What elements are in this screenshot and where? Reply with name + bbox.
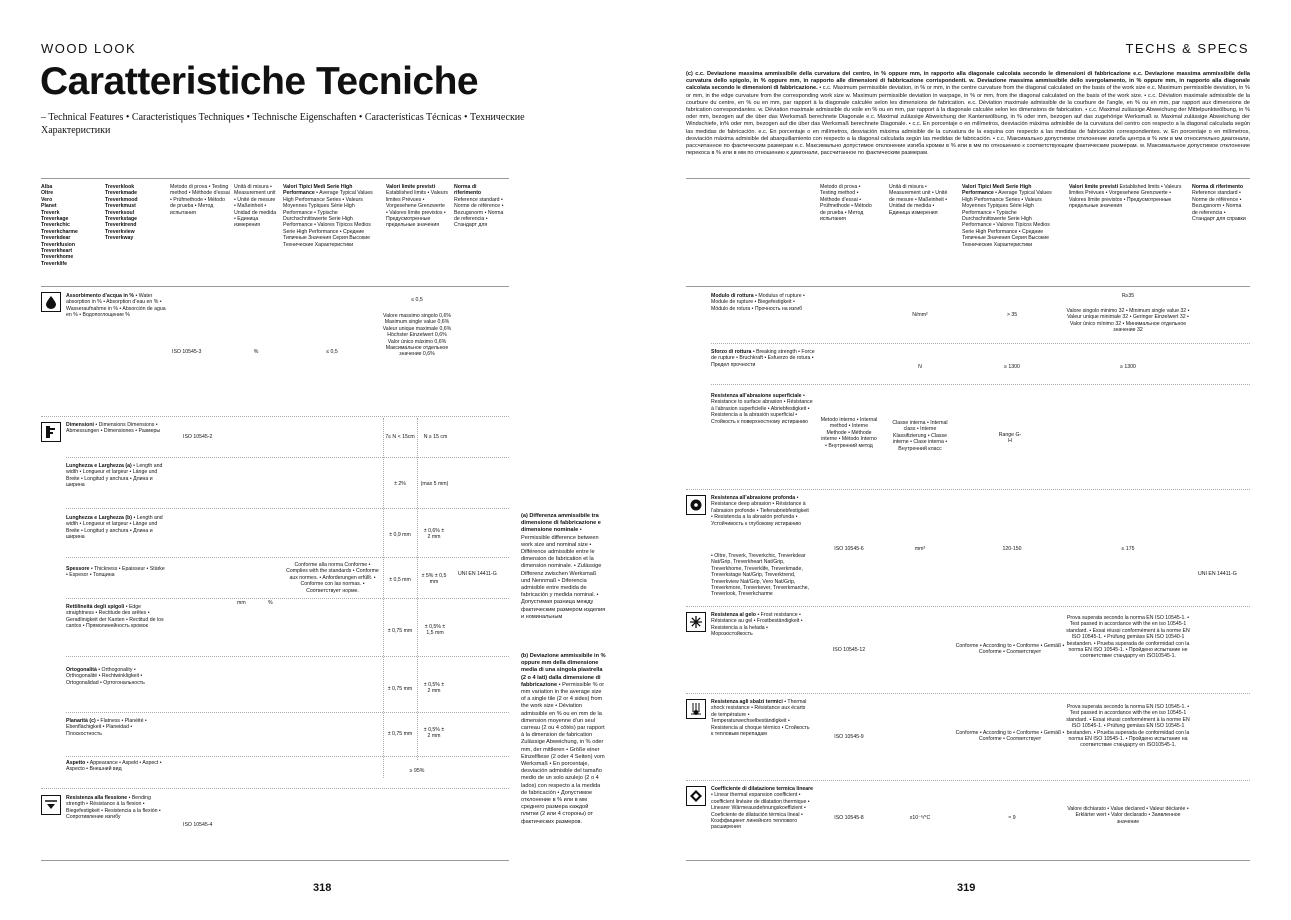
thermal-expansion-typical: ≈ 9 <box>1008 815 1016 821</box>
thickness-value1: ± 0,5 mm <box>389 577 411 583</box>
dimension-ruler-icon <box>41 422 61 442</box>
series-name: Treverkfusion <box>41 241 76 248</box>
series-name: Alba <box>41 184 53 190</box>
appearance-label: Aspetto • Appearance • Aspekt • Aspect • Aspecto • Внешний вид <box>66 760 162 773</box>
breaking-strength-typical: ≥ 1300 <box>1004 364 1020 370</box>
thermal-shock-method: ISO 10545-9 <box>834 734 864 740</box>
page-number-left: 318 <box>313 882 332 894</box>
dimensions-method: ISO 10545-2 <box>183 434 213 440</box>
frost-typical: Conforme • According to • Conforme • Gemäß • Conforme • Соответствует <box>955 643 1065 656</box>
thermal-shock-label: Resistenza agli sbalzi termici • Thermal shock resistance • Résistance aux écarts de température • Temperaturwechselbeständigkeit • Resistencia al choque térmico • Стойкость к тепловым перепадам <box>711 699 810 738</box>
length-width-b-value1: ± 0,9 mm <box>389 532 411 538</box>
right-header-typical: Valori Tipici Medi Serie High Performance • Average Typical Values High Performance Series • Valeurs Moyennes Typiques Série High Performance • Typische Durchschnittswerte Serie High Performance • Valores Típicos Medios Serie High Performance • Средние Типичные Значения Серия Высокие Технические Характеристики <box>962 184 1052 248</box>
header-limits: Valori limite previsti Established limits • Valeurs limites Prévues • Vorgesehene Grenzwerte • Valores límite previstos • Предусмотренные предельные значения <box>386 184 448 229</box>
modulus-rupture-typical: > 35 <box>1006 312 1018 318</box>
thermal-shock-icon <box>686 699 706 719</box>
bending-strength-label: Resistenza alla flessione • Bending strength • Résistance à la flexion • Biegefestigkeit • Resistencia a la flexión • Сопротивление изгибу <box>66 795 161 821</box>
right-header-reference: Norma di riferimento Reference standard • Norme de référence • Bezugsnorm • Norma de referencia • Стандарт для справки <box>1192 184 1246 223</box>
series-name: Treverkway <box>105 235 134 242</box>
thermal-shock-limit: Prova superata secondo la norma EN ISO 10545-1. • Test passed in accordance with the en iso 10545-1 standard. • Essai réussi conformément à la norme EN ISO 10545-1. • Prüfung gemäss EN ISO 10545-1 bestanden. • Prueba superada de conformidad con la norma EN ISO 10545-1. • Пройдено испытание на соответствие стандарту en ISO10545-1. <box>1066 704 1190 749</box>
flatness-value1: ± 0,75 mm <box>387 731 413 737</box>
water-absorption-label: Assorbimento d’acqua in % • Water absorption in % • Absorption d’eau en % • Wasseraufnahme in % • Absorción de agua en % • Водопоглощение % <box>66 293 166 319</box>
series-name: Treverkstage <box>105 216 138 223</box>
frost-method: ISO 10545-12 <box>832 647 866 653</box>
series-name: Treverkmust <box>105 203 136 210</box>
surface-abrasion-class: Classe interna • Internal class • Interne Klassifizierung • Classe interne • Clase interna • Внутренний класс <box>892 420 948 452</box>
series-name: Treverkhome <box>41 254 74 261</box>
series-name: Treverkmade <box>105 190 138 197</box>
deep-abrasion-typical: 120-150 <box>1002 546 1022 552</box>
series-name: Treverkmood <box>105 196 138 203</box>
dimensions-reference: UNI EN 14411-G <box>458 571 497 577</box>
thermal-shock-typical: Conforme • According to • Conforme • Gemäß • Conforme • Соответствует <box>955 730 1065 743</box>
length-width-a-value1: ± 2% <box>394 481 406 487</box>
edge-straightness-value2: ± 0,5% ± 1,5 mm <box>424 624 446 637</box>
breaking-strength-label: Sforzo di rottura • Breaking strength • Force de rupture • Bruchkraft • Esfuerzo de rotura • Предел прочности <box>711 349 815 368</box>
length-width-b-value2: ± 0,6% ± 2 mm <box>423 528 445 541</box>
series-list-a <box>41 184 101 267</box>
right-header-limits: Valori limite previsti Established limits • Valeurs limites Prévues • Vorgesehene Grenzwerte • Valores límite previstos • Предусмотренные предельные значения <box>1069 184 1182 210</box>
note-a: (a) Differenza ammissibile tra dimensione di fabbricazione e dimensione nominale • Permissible difference between work size and nominal size • Différence admissible entre le dimension de fabrication et la dimension nominale. • Zulässige Differenz zwischen Werksmaß und Nennmaß • Diferencia admisible entre medida de fabricación y medida nominal. • Допустимая разница между фактическим размером изделия и номинальным <box>521 513 606 620</box>
modulus-rupture-limit-detail: Valore singolo minimo 32 • Minimum single value 32 • Valeur unique minimale 32 • Geringer Einzelwert 32 • Valor único mínimo 32 • Минимальное отдельное значение 32 <box>1066 308 1190 334</box>
series-name: Treverkage <box>41 216 69 223</box>
series-name: Treverkchic <box>41 222 70 229</box>
bending-method: ISO 10545-4 <box>183 822 213 828</box>
modulus-rupture-unit: N/mm² <box>912 312 928 318</box>
header-unit: Unità di misura • Measurement unit • Unité de mesure • Maßeinheit • Unidad de medida • Единица измерения <box>234 184 277 229</box>
series-name: Treverklook <box>105 184 135 190</box>
page-number-right: 319 <box>957 882 976 894</box>
dimensions-unit-mm: mm <box>237 600 246 606</box>
edge-straightness-label: Rettilineità degli spigoli • Edge straightness • Rectitude des arêtes • Geradlinigkeit der Kanten • Rectitud de los cantos • Прямолинейность кромок <box>66 604 164 630</box>
series-name: Treverk <box>41 209 60 216</box>
page-subtitle: – Technical Features • Caracteristiques Techniques • Technische Eigenschaften • Características Técnicas • Технические Характеристики <box>41 112 525 136</box>
series-list-b <box>105 184 167 242</box>
series-name: Oltre <box>41 190 54 197</box>
edge-straightness-value1: ± 0,75 mm <box>387 628 413 634</box>
water-drop-icon <box>41 292 61 312</box>
water-limit-detail: Valore massimo singolo 0,6% Maximum single value 0,6% Valeur unique maximale 0,6% Höchster Einzelwert 0,6% Valor único máximo 0,6% Максимальное отдельное значение 0,6% <box>382 313 452 358</box>
thermal-expansion-label: Coefficiente di dilatazione termica lineare • Linear thermal expansion coefficient • coefficient linéaire de dilatation thermique • Linearer Wärmeausdehnungskoeffizient • Coeficiente de dilatación térmica lineal • Коэффициент линейного теплового расширения <box>711 786 814 831</box>
water-typical: ≤ 0,5 <box>326 349 338 355</box>
series-name: Treverkheart <box>41 248 73 255</box>
thickness-label: Spessore • Thickness • Epaisseur • Stärke • Espesor • Толщина <box>66 566 165 579</box>
orthogonality-value2: ± 0,5% ± 2 mm <box>423 682 445 695</box>
thermal-expansion-limit: Valore dichiarato • Value declared • Valeur déclarée • Erklärter wert • Valor declarado • Заявленное значение <box>1067 806 1189 825</box>
orthogonality-label: Ortogonalità • Orthogonality • Orthogonalité • Rechtwinkligkeit • Ortogonalidad • Ортогональность <box>66 667 145 686</box>
frost-limit: Prova superata secondo la norma EN ISO 10545-1. • Test passed in accordance with the en iso 10545-1 standard. • Essai réussi conformément à la norme EN ISO 10545-1. • Prüfung gemäss EN ISO 10540-1 bestanden. • Prueba superada de conformidad con la norma EN ISO 10545-1. • Пройдено испытание не соответствие стандарту en ISO10545-1. <box>1066 615 1190 660</box>
series-name: Treverkview <box>105 228 135 235</box>
water-limit: ≤ 0,5 <box>411 297 423 303</box>
appearance-value: ≥ 95% <box>409 768 425 774</box>
length-width-a-value2: (max 5 mm) <box>420 481 449 487</box>
note-b: (b) Deviazione ammissibile in % oppure mm della dimensione media di una singola piastrella (2 o 4 lati) dalla dimensione di fabbricazione • Permissible % or mm variation in the average size of a single tile (2 or 4 sides) from the work size • Déviation admissible en % ou en mm de la dimension moyenne d’un seul carreau (2 ou 4 côtés) par rapport à la dimension de fabrication Zulässige Abweichung, in % oder mm, der mittleren • Größe einer Einzelfliese (2 oder 4 Seiten) vom Werksmaß • En porcentaje, desviación admisible del tamaño medio de un solo azulejo (2 o 4 lados) con respecto a la medida de fabricación • Допустимое отклонение в % или в мм среднего размера каждой плитки (2 или 4 стороны) от фактических размеров. <box>521 653 606 825</box>
thickness-value2: ± 5% ± 0,5 mm <box>421 573 447 586</box>
length-width-b-label: Lunghezza e Larghezza (b) • Length and width • Longueur et largeur • Länge und Breite • Longitud y anchura • Длина и ширина <box>66 515 163 541</box>
thermal-expansion-method: ISO 10545-8 <box>834 815 864 821</box>
conform-standard-note: Conforme alla norma Conforme • Complies with the standards • Conforme aux normes. • Anforderungen erfüllt. • Conforme con las normas. • Соответствует норме. <box>286 562 379 594</box>
right-reference: UNI EN 14411-G <box>1198 571 1237 577</box>
modulus-rupture-label: Modulo di rottura • Modulus of rupture • Module de rupture • Biegefestigkeit • Módulo de rotura • Прочность на изгиб <box>711 293 805 312</box>
breaking-strength-limit: ≥ 1300 <box>1120 364 1136 370</box>
bending-icon <box>41 795 61 815</box>
dimensions-unit-pct: % <box>268 600 273 606</box>
water-unit: % <box>253 349 259 355</box>
surface-abrasion-label: Resistenza all’abrasione superficiale • Resistance to surface abrasion • Résistance à l’abrasion superficielle • Abriebfestigkeit • Resistencia a la abrasión superficial • Стойкость к поверхностному истиранию <box>711 393 813 425</box>
deep-abrasion-label: Resistenza all’abrasione profonda • Resistance deep abrasion • Résistance à l’abrasion profonde • Tiefenabriebfestigkeit • Resistencia a la abrasión profunda • Устойчивость к глубокому истиранию <box>711 495 809 527</box>
modulus-rupture-limit: R≥35 <box>1121 293 1135 299</box>
orthogonality-value1: ± 0,75 mm <box>387 686 413 692</box>
thermal-expansion-unit: x10⁻⁶/°C <box>909 815 931 821</box>
right-header-unit: Unità di misura • Measurement unit • Unité de mesure • Maßeinheit • Unidad de medida • Единица измерения <box>889 184 948 216</box>
dimensions-limit-b: N ≥ 15 cm <box>423 434 448 440</box>
surface-abrasion-range: Range G-H <box>998 432 1022 445</box>
section-label-right: TECHS & SPECS <box>1125 41 1249 56</box>
right-header-method: Metodo di prova • Testing method • Méthode d’essai • Prüfmethode • Método de prueba • Метод испытания <box>820 184 872 223</box>
series-name: Vero <box>41 196 53 203</box>
header-typical: Valori Tipici Medi Serie High Performance • Average Typical Values High Performance Series • Valeurs Moyennes Typiques Série High Performance • Typische Durchschnittswerte Serie High Performance • Valores Típicos Medios Serie High Performance • Средние Типичные Значения Серия Высокие Технические Характеристики <box>283 184 373 248</box>
deep-abrasion-limit: ≤ 175 <box>1121 546 1135 552</box>
length-width-a-label: Lunghezza e Larghezza (a) • Length and width • Longueur et largeur • Länge und Breite • Longitud y anchura • Длина и ширина <box>66 463 163 489</box>
header-reference: Norma di riferimento Reference standard • Norme de référence • Bezugsnorm • Norma de referencia • Стандарт для <box>454 184 504 229</box>
series-name: Treverkdear <box>41 235 71 242</box>
abrasion-icon <box>686 495 706 515</box>
water-method: ISO 10545-3 <box>172 349 202 355</box>
series-name: Treverkcharme <box>41 228 78 235</box>
surface-abrasion-method: Metodo interno • Internal method • Interne Methode • Méthode interne • Método Interno • Внутренний метод <box>820 417 878 449</box>
dimensions-limit-a: 7≤ N < 15cm <box>385 434 415 440</box>
series-name: Planet <box>41 203 57 210</box>
flatness-value2: ± 0,5% ± 2 mm <box>423 727 445 740</box>
flatness-label: Planarità (c) • Flatness • Planéité • Ebenflächigkeit • Planeidad • Плоскостность <box>66 718 147 737</box>
frost-icon <box>686 612 706 632</box>
breaking-strength-unit: N <box>918 364 922 370</box>
expansion-icon <box>686 786 706 806</box>
deep-abrasion-unit: mm³ <box>914 546 926 552</box>
curvature-note: (c) c.c. Deviazione massima ammissibile della curvatura del centro, in % oppure mm, in rapporto alla diagonale calcolata secondo le dimensioni di fabbricazione e.c. Deviazione massima ammissibile della curvatura dello spigolo, in % oppure mm, in rapporto alle dimensioni di fabbricazione corrispondenti. w. Deviazione massima ammissibile dello svergolamento, in % oppure mm, in rapporto alla diagonale calcolata secondo le dimensioni di fabbricazione. • c.c. Maximum permissible deviation, in % or mm, in the centre curvature from the diagonal calculated on the basis of the work size e.c. Maximum permissible deviation, in % or mm, in the edge curvature from the corresponding work size w. Maximum permissible deviation in warpage, in % or mm, from the diagonal calculated on the basis of the work size. • c.c. Déviation maximale admissible de la courbure du centre, en % ou en mm, par rapport à la diagonale calculée selon les dimensions de fabrication. e.c. Déviation maximale admissible de la courbure de l’angle, en % ou en mm, par rapport aux dimensions de fabrication correspondantes. w. Déviation maximale admissible du voile en % ou en mm, par rapport à la diagonale calculée selon les dimensions de fabrication. • c.c. Maximal zulässige Abweichung der Mittelpunktwölbung, in % oder mm, bezogen auf die über das Werksmaß berechnete Diagonale e.c. Maximal zulässige Abweichung der Kantenwölbung, in % oder mm, bezogen auf das zugehörige Werksmaß w. Maximal zulässige Abweichung der Windschiefe, in% oder mm, bezogen auf die über das Werksmaß berechnete Diagonale. • c.c. En porcentaje o en milímetros, desviación máxima admisible de la curvatura del centro con respecto a la diagonal calculada según las medidas de fabricación. e.c. En porcentaje o en milímetros, desviación máxima admisible de la curvatura de la esquina con respecto a las medidas de fabricación correspondientes. w. En porcentaje o en milímetros, desviación máxima admisible del abarquillamiento con respecto a la diagonal calculada según las medidas de fabricación. • c.c. Максимально допустимое отклонение изгиба центра в % или в мм относительно диагонали, рассчитанное по фактическим размерам e.c. Максимально допустимое отклонение изгиба кромки в % или в мм по отношению к соответствующим фактическим размерам. w. Максимальное допустимое отклонение перекоса в % или в мм по отношению к диагонали, рассчитанное по фактическим размерам. <box>686 71 1250 157</box>
frost-resistance-label: Resistenza al gelo • Frost resistance • Résistance au gel • Frostbeständigkeit • Resistencia a la helada • Морозостойкость <box>711 612 803 638</box>
series-name: Treverksoul <box>105 209 135 216</box>
deep-abrasion-method: ISO 10545-6 <box>834 546 864 552</box>
series-name: Treverklife <box>41 260 67 267</box>
section-label: WOOD LOOK <box>41 41 137 56</box>
series-name: Treverktrend <box>105 222 137 229</box>
dimensions-label: Dimensioni • Dimensions Dimensions • Abmessungen • Dimensiones • Размеры <box>66 422 161 435</box>
deep-abrasion-series: • Oltre, Treverk, Treverkchic, Treverkdear Nat/Grip, Treverkheart Nat/Grip, Treverkhome, Treverklife, Treverkmade, Treverkstage Nat/Grip, Treverktrend, Treverkview Nat/Grip, Vero Nat/Grip, Treverkmore, Treverkever, Treverkmarche, Treverlook, Treverkcharme <box>711 553 810 598</box>
header-method: Metodo di prova • Testing method • Méthode d’essai • Prüfmethode • Método de prueba • Метод испытания <box>170 184 230 216</box>
page-title: Caratteristiche Tecniche <box>40 60 479 103</box>
